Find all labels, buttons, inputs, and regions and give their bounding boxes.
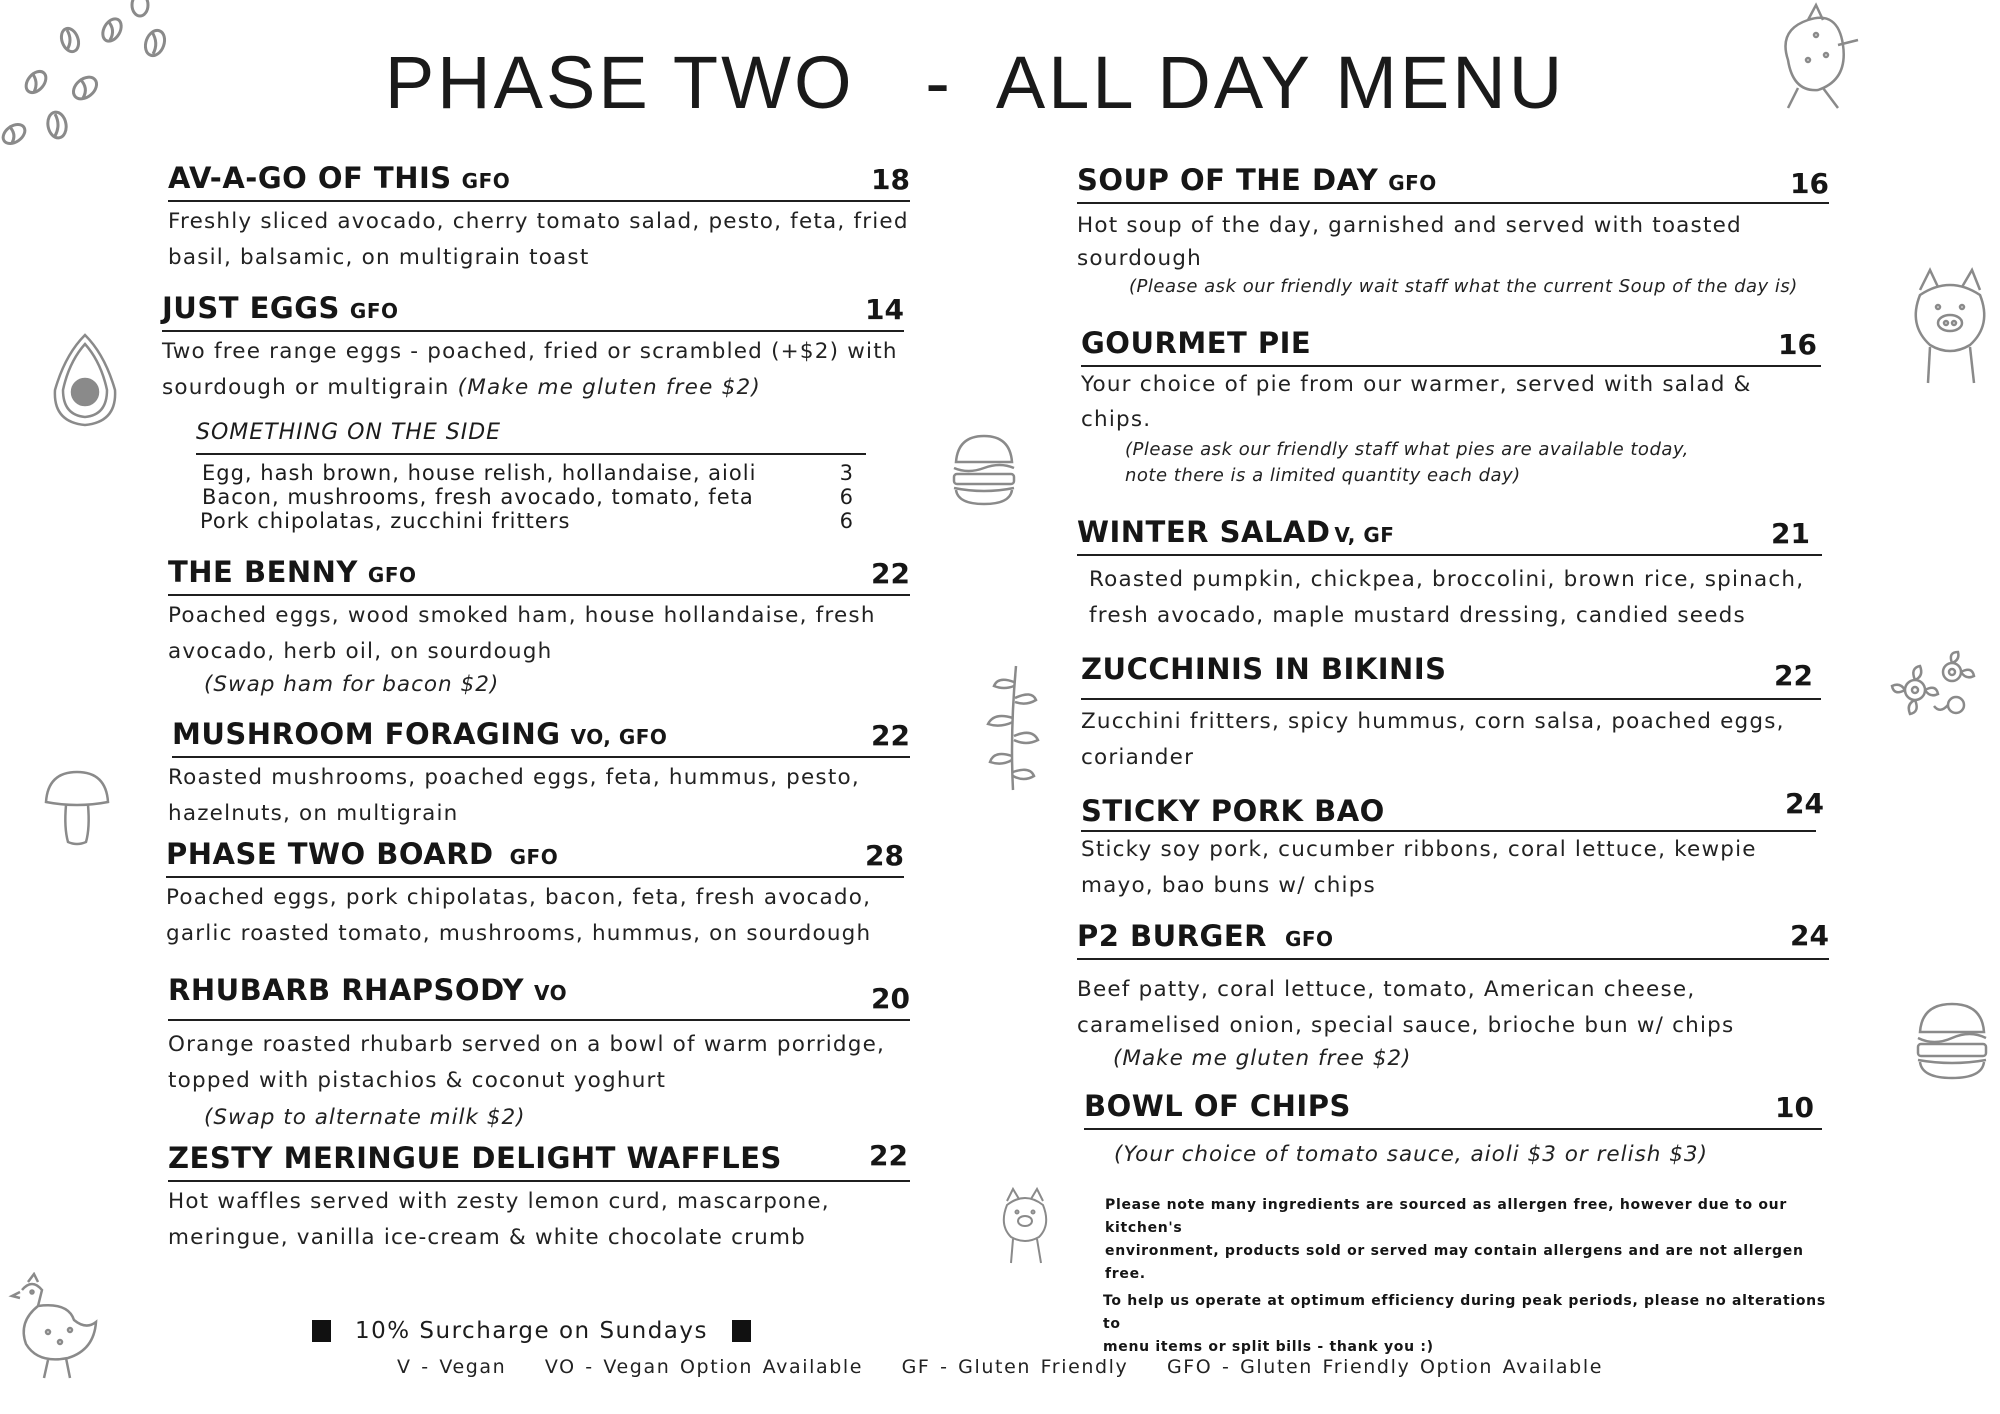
menu-item-the-benny bbox=[168, 554, 910, 700]
surcharge-note bbox=[312, 1318, 751, 1344]
item-name: ZESTY MERINGUE DELIGHT WAFFLES bbox=[168, 1141, 782, 1175]
item-name: STICKY PORK BAO bbox=[1081, 794, 1385, 828]
side-row: Egg, hash brown, house relish, hollandaise, aioli 3 bbox=[202, 461, 854, 485]
item-note: (Your choice of tomato sauce, aioli $3 or relish $3) bbox=[1114, 1142, 1708, 1167]
burger-icon bbox=[948, 432, 1020, 508]
item-description: Freshly sliced avocado, cherry tomato salad, pesto, feta, fried basil, balsamic, on multigrain toast bbox=[168, 209, 909, 270]
item-price: 18 bbox=[871, 163, 910, 196]
item-description: Roasted mushrooms, poached eggs, feta, hummus, pesto, hazelnuts, on multigrain bbox=[168, 765, 860, 826]
side-menu bbox=[196, 420, 866, 533]
surcharge-text: 10% Surcharge on Sundays bbox=[355, 1318, 708, 1344]
item-note: (Make me gluten free $2) bbox=[1113, 1046, 1412, 1071]
item-tag: GFO bbox=[367, 563, 417, 587]
item-name: JUST EGGS bbox=[162, 291, 340, 325]
item-description: Roasted pumpkin, chickpea, broccolini, brown rice, spinach, fresh avocado, maple mustard dressing, candied seeds bbox=[1089, 567, 1805, 628]
item-description: Beef patty, coral lettuce, tomato, American cheese, caramelised onion, special sauce, brioche bun w/ chips bbox=[1077, 977, 1735, 1038]
item-note: (Make me gluten free $2) bbox=[457, 375, 761, 400]
item-description: Your choice of pie from our warmer, served with salad & chips. bbox=[1081, 372, 1752, 432]
item-price: 22 bbox=[871, 719, 910, 752]
item-description: Hot waffles served with zesty lemon curd, mascarpone, meringue, vanilla ice-cream & white chocolate crumb bbox=[168, 1189, 830, 1250]
item-name: RHUBARB RHAPSODY bbox=[168, 973, 525, 1007]
item-note: (Swap ham for bacon $2) bbox=[204, 672, 500, 697]
item-price: 16 bbox=[1790, 167, 1829, 200]
item-description: Hot soup of the day, garnished and served with toasted sourdough bbox=[1077, 213, 1742, 271]
item-description: Zucchini fritters, spicy hummus, corn salsa, poached eggs, coriander bbox=[1081, 709, 1785, 770]
side-menu-title: SOMETHING ON THE SIDE bbox=[196, 420, 866, 455]
item-description: Orange roasted rhubarb served on a bowl of warm porridge, topped with pistachios & coconut yoghurt bbox=[168, 1032, 886, 1093]
item-note: (Please ask our friendly wait staff what the current Soup of the day is) bbox=[1129, 276, 1798, 297]
item-price: 24 bbox=[1785, 787, 1824, 820]
menu-item-just-eggs bbox=[162, 290, 904, 406]
item-tag: GFO bbox=[461, 169, 511, 193]
item-name: THE BENNY bbox=[168, 555, 358, 589]
item-name: SOUP OF THE DAY bbox=[1077, 163, 1379, 197]
menu-item-gourmet-pie bbox=[1081, 325, 1821, 489]
item-name: MUSHROOM FORAGING bbox=[172, 717, 561, 751]
item-tag: GFO bbox=[1284, 927, 1334, 951]
item-name: ZUCCHINIS IN BIKINIS bbox=[1081, 652, 1447, 686]
menu-item-sticky-pork-bao bbox=[1081, 787, 1824, 904]
item-name: PHASE TWO BOARD bbox=[166, 837, 494, 871]
burger-icon bbox=[1912, 1000, 1992, 1082]
menu-item-mushroom-foraging bbox=[168, 716, 910, 832]
menu-item-zesty-waffles bbox=[168, 1140, 910, 1256]
pig-icon bbox=[1900, 265, 2000, 385]
item-note: (Please ask our friendly staff what pies are available today, note there is a limited quantity each day) bbox=[1125, 439, 1689, 486]
item-tag: VO bbox=[534, 981, 568, 1005]
menu-item-soup-of-the-day bbox=[1077, 160, 1829, 300]
item-price: 22 bbox=[1774, 659, 1813, 692]
title-menu: - ALL DAY MENU bbox=[925, 41, 1566, 124]
side-row: Bacon, mushrooms, fresh avocado, tomato, feta 6 bbox=[202, 485, 854, 509]
item-name: BOWL OF CHIPS bbox=[1084, 1089, 1351, 1123]
menu-item-bowl-of-chips bbox=[1084, 1088, 1822, 1170]
side-row: Pork chipolatas, zucchini fritters 6 bbox=[200, 509, 854, 533]
item-tag: GFO bbox=[1388, 171, 1437, 195]
item-description: Two free range eggs - poached, fried or scrambled (+$2) with sourdough or multigrain (Make me gluten free $2) bbox=[162, 339, 898, 400]
square-bullet-icon bbox=[732, 1320, 751, 1342]
item-price: 14 bbox=[865, 293, 904, 326]
item-price: 22 bbox=[871, 557, 910, 590]
item-price: 20 bbox=[871, 982, 910, 1015]
menu-item-phase-two-board bbox=[166, 836, 904, 952]
item-note: (Swap to alternate milk $2) bbox=[204, 1105, 526, 1130]
item-tag: V, GF bbox=[1334, 523, 1395, 547]
item-description: Sticky soy pork, cucumber ribbons, coral lettuce, kewpie mayo, bao buns w/ chips bbox=[1081, 837, 1757, 898]
menu-item-av-a-go bbox=[168, 160, 910, 276]
dietary-legend: V - Vegan VO - Vegan Option Available GF - Gluten Friendly GFO - Gluten Friendly Option Available bbox=[396, 1356, 1604, 1378]
menu-item-zucchinis-in-bikinis bbox=[1081, 652, 1821, 776]
item-price: 10 bbox=[1775, 1091, 1814, 1124]
mushroom-icon bbox=[42, 768, 112, 848]
menu-item-p2-burger bbox=[1077, 918, 1829, 1074]
item-price: 28 bbox=[865, 839, 904, 872]
item-description: Poached eggs, pork chipolatas, bacon, feta, fresh avocado, garlic roasted tomato, mushrooms, hummus, on sourdough bbox=[166, 885, 872, 946]
item-description: Poached eggs, wood smoked ham, house hollandaise, fresh avocado, herb oil, on sourdough bbox=[168, 603, 876, 664]
item-price: 16 bbox=[1778, 328, 1817, 361]
menu-item-winter-salad bbox=[1077, 512, 1822, 634]
title-brand: PHASE TWO bbox=[384, 41, 855, 124]
item-name: P2 BURGER bbox=[1077, 919, 1267, 953]
item-name: AV-A-GO OF THIS bbox=[168, 161, 452, 195]
item-price: 21 bbox=[1771, 517, 1810, 550]
allergen-notice: Please note many ingredients are sourced as allergen free, however due to our kitchen's environment, products sold or served may contain allergens and are not allergen free. To help us operate at optimum efficiency during peak periods, please no alterations to menu items or split bills - thank you :) bbox=[1103, 1197, 1826, 1355]
pig-icon bbox=[995, 1185, 1055, 1265]
item-price: 24 bbox=[1790, 919, 1829, 952]
item-price: 22 bbox=[869, 1139, 908, 1172]
item-name: GOURMET PIE bbox=[1081, 326, 1312, 360]
item-name: WINTER SALAD bbox=[1077, 515, 1331, 549]
herb-sprig-icon bbox=[980, 662, 1046, 792]
item-tag: GFO bbox=[349, 299, 399, 323]
flowers-icon bbox=[1890, 650, 1980, 725]
page-title bbox=[0, 40, 1950, 125]
item-tag: VO, GFO bbox=[570, 725, 668, 749]
item-tag: GFO bbox=[509, 845, 559, 869]
avocado-icon bbox=[45, 330, 125, 430]
menu-item-rhubarb-rhapsody bbox=[168, 975, 910, 1133]
square-bullet-icon bbox=[312, 1320, 331, 1342]
